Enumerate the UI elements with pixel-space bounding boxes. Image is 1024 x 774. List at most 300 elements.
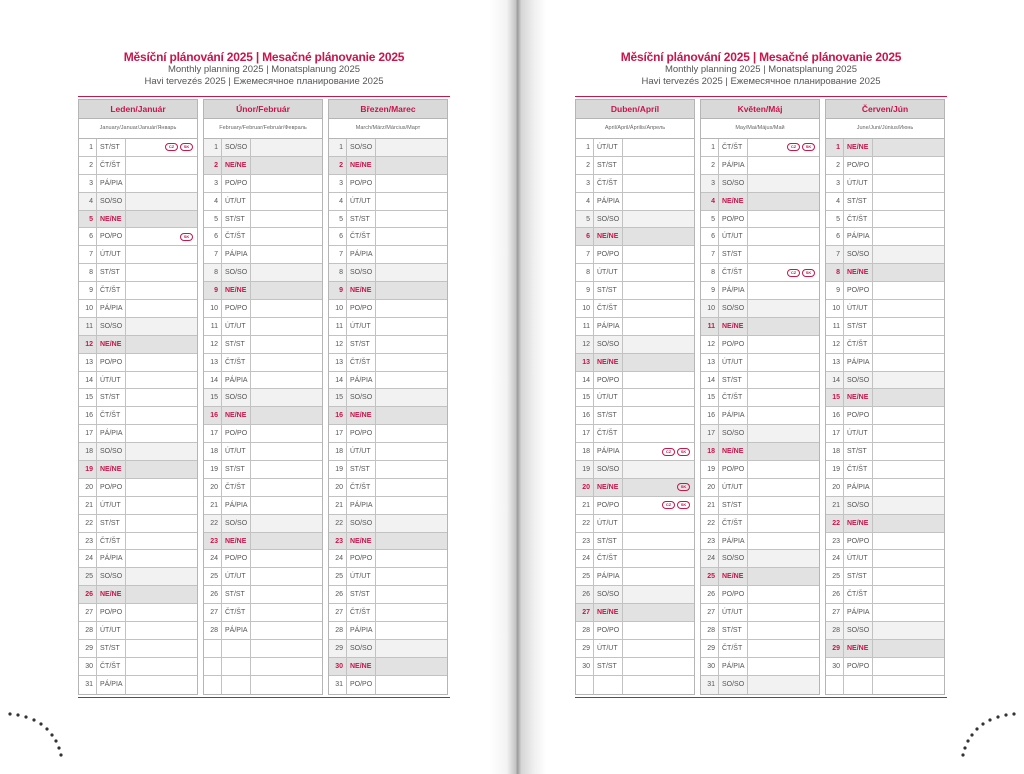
note-cell[interactable] bbox=[873, 228, 944, 245]
note-cell[interactable] bbox=[873, 497, 944, 514]
day-row[interactable] bbox=[79, 175, 197, 193]
note-cell[interactable] bbox=[873, 550, 944, 567]
day-row[interactable] bbox=[826, 139, 944, 157]
note-cell[interactable] bbox=[376, 264, 447, 281]
note-cell[interactable] bbox=[376, 175, 447, 192]
note-cell[interactable] bbox=[126, 264, 197, 281]
day-row[interactable] bbox=[79, 568, 197, 586]
day-row[interactable] bbox=[701, 533, 819, 551]
note-cell[interactable] bbox=[623, 282, 694, 299]
day-row[interactable] bbox=[329, 354, 447, 372]
day-row[interactable] bbox=[701, 228, 819, 246]
day-row[interactable] bbox=[79, 676, 197, 694]
day-row[interactable] bbox=[576, 550, 694, 568]
day-row[interactable] bbox=[79, 461, 197, 479]
note-cell[interactable] bbox=[748, 211, 819, 228]
note-cell[interactable] bbox=[748, 586, 819, 603]
day-row[interactable] bbox=[826, 443, 944, 461]
day-row[interactable] bbox=[79, 497, 197, 515]
day-row[interactable] bbox=[826, 246, 944, 264]
note-cell[interactable] bbox=[623, 461, 694, 478]
day-row[interactable] bbox=[329, 640, 447, 658]
note-cell[interactable] bbox=[376, 497, 447, 514]
note-cell[interactable] bbox=[126, 246, 197, 263]
day-row[interactable] bbox=[701, 407, 819, 425]
day-row[interactable] bbox=[204, 336, 322, 354]
day-row[interactable] bbox=[826, 533, 944, 551]
day-row[interactable] bbox=[204, 157, 322, 175]
note-cell[interactable] bbox=[126, 282, 197, 299]
day-row[interactable] bbox=[329, 676, 447, 694]
note-cell[interactable] bbox=[251, 407, 322, 424]
note-cell[interactable] bbox=[251, 211, 322, 228]
day-row[interactable] bbox=[204, 550, 322, 568]
note-cell[interactable] bbox=[873, 157, 944, 174]
note-cell[interactable] bbox=[748, 157, 819, 174]
day-row[interactable] bbox=[576, 461, 694, 479]
note-cell[interactable] bbox=[873, 568, 944, 585]
day-row[interactable] bbox=[826, 300, 944, 318]
day-row[interactable] bbox=[329, 211, 447, 229]
day-row[interactable] bbox=[79, 318, 197, 336]
day-row[interactable] bbox=[576, 425, 694, 443]
note-cell[interactable] bbox=[623, 676, 694, 694]
day-row[interactable] bbox=[204, 461, 322, 479]
day-row[interactable] bbox=[204, 586, 322, 604]
day-row[interactable] bbox=[204, 193, 322, 211]
note-cell[interactable] bbox=[873, 604, 944, 621]
note-cell[interactable] bbox=[623, 550, 694, 567]
day-row[interactable] bbox=[701, 264, 819, 282]
note-cell[interactable] bbox=[251, 157, 322, 174]
day-row[interactable] bbox=[576, 407, 694, 425]
day-row[interactable] bbox=[701, 425, 819, 443]
day-row[interactable] bbox=[79, 372, 197, 390]
note-cell[interactable] bbox=[623, 568, 694, 585]
day-row[interactable] bbox=[701, 211, 819, 229]
day-row[interactable] bbox=[701, 676, 819, 694]
note-cell[interactable] bbox=[126, 300, 197, 317]
note-cell[interactable] bbox=[873, 515, 944, 532]
note-cell[interactable] bbox=[376, 533, 447, 550]
day-row[interactable] bbox=[204, 676, 322, 694]
note-cell[interactable] bbox=[623, 425, 694, 442]
day-row[interactable] bbox=[329, 389, 447, 407]
day-row[interactable] bbox=[204, 300, 322, 318]
note-cell[interactable] bbox=[748, 550, 819, 567]
day-row[interactable] bbox=[329, 479, 447, 497]
note-cell[interactable] bbox=[251, 300, 322, 317]
day-row[interactable] bbox=[576, 640, 694, 658]
note-cell[interactable] bbox=[376, 658, 447, 675]
day-row[interactable] bbox=[329, 425, 447, 443]
note-cell[interactable] bbox=[623, 479, 694, 496]
day-row[interactable] bbox=[576, 354, 694, 372]
day-row[interactable] bbox=[826, 193, 944, 211]
note-cell[interactable] bbox=[251, 676, 322, 694]
note-cell[interactable] bbox=[873, 372, 944, 389]
note-cell[interactable] bbox=[623, 497, 694, 514]
day-row[interactable] bbox=[576, 246, 694, 264]
note-cell[interactable] bbox=[126, 479, 197, 496]
note-cell[interactable] bbox=[748, 228, 819, 245]
note-cell[interactable] bbox=[251, 497, 322, 514]
day-row[interactable] bbox=[79, 300, 197, 318]
day-row[interactable] bbox=[826, 354, 944, 372]
day-row[interactable] bbox=[701, 515, 819, 533]
note-cell[interactable] bbox=[251, 533, 322, 550]
note-cell[interactable] bbox=[376, 461, 447, 478]
day-row[interactable] bbox=[576, 586, 694, 604]
note-cell[interactable] bbox=[376, 193, 447, 210]
note-cell[interactable] bbox=[126, 676, 197, 694]
note-cell[interactable] bbox=[126, 622, 197, 639]
note-cell[interactable] bbox=[251, 461, 322, 478]
day-row[interactable] bbox=[204, 175, 322, 193]
note-cell[interactable] bbox=[873, 246, 944, 263]
note-cell[interactable] bbox=[251, 175, 322, 192]
day-row[interactable] bbox=[329, 336, 447, 354]
note-cell[interactable] bbox=[376, 425, 447, 442]
day-row[interactable] bbox=[701, 318, 819, 336]
day-row[interactable] bbox=[329, 264, 447, 282]
note-cell[interactable] bbox=[748, 676, 819, 694]
day-row[interactable] bbox=[79, 139, 197, 157]
note-cell[interactable] bbox=[251, 372, 322, 389]
note-cell[interactable] bbox=[748, 604, 819, 621]
note-cell[interactable] bbox=[873, 354, 944, 371]
day-row[interactable] bbox=[576, 604, 694, 622]
note-cell[interactable] bbox=[376, 157, 447, 174]
note-cell[interactable] bbox=[126, 336, 197, 353]
day-row[interactable] bbox=[79, 550, 197, 568]
note-cell[interactable] bbox=[251, 264, 322, 281]
note-cell[interactable] bbox=[251, 622, 322, 639]
note-cell[interactable] bbox=[623, 604, 694, 621]
note-cell[interactable] bbox=[126, 604, 197, 621]
note-cell[interactable] bbox=[873, 443, 944, 460]
note-cell[interactable] bbox=[623, 622, 694, 639]
note-cell[interactable] bbox=[623, 443, 694, 460]
day-row[interactable] bbox=[79, 282, 197, 300]
note-cell[interactable] bbox=[623, 407, 694, 424]
day-row[interactable] bbox=[701, 157, 819, 175]
day-row[interactable] bbox=[576, 515, 694, 533]
note-cell[interactable] bbox=[748, 515, 819, 532]
note-cell[interactable] bbox=[376, 443, 447, 460]
note-cell[interactable] bbox=[251, 550, 322, 567]
day-row[interactable] bbox=[79, 479, 197, 497]
note-cell[interactable] bbox=[126, 550, 197, 567]
day-row[interactable] bbox=[826, 497, 944, 515]
note-cell[interactable] bbox=[251, 228, 322, 245]
day-row[interactable] bbox=[826, 515, 944, 533]
day-row[interactable] bbox=[701, 640, 819, 658]
day-row[interactable] bbox=[329, 550, 447, 568]
note-cell[interactable] bbox=[376, 300, 447, 317]
day-row[interactable] bbox=[826, 622, 944, 640]
note-cell[interactable] bbox=[623, 354, 694, 371]
note-cell[interactable] bbox=[126, 461, 197, 478]
day-row[interactable] bbox=[826, 318, 944, 336]
day-row[interactable] bbox=[701, 479, 819, 497]
day-row[interactable] bbox=[204, 515, 322, 533]
day-row[interactable] bbox=[576, 479, 694, 497]
day-row[interactable] bbox=[576, 497, 694, 515]
note-cell[interactable] bbox=[748, 175, 819, 192]
day-row[interactable] bbox=[576, 568, 694, 586]
note-cell[interactable] bbox=[251, 443, 322, 460]
day-row[interactable] bbox=[701, 193, 819, 211]
day-row[interactable] bbox=[204, 264, 322, 282]
day-row[interactable] bbox=[204, 479, 322, 497]
note-cell[interactable] bbox=[126, 586, 197, 603]
day-row[interactable] bbox=[79, 389, 197, 407]
day-row[interactable] bbox=[79, 622, 197, 640]
note-cell[interactable] bbox=[126, 372, 197, 389]
note-cell[interactable] bbox=[126, 407, 197, 424]
day-row[interactable] bbox=[79, 354, 197, 372]
note-cell[interactable] bbox=[126, 658, 197, 675]
day-row[interactable] bbox=[576, 336, 694, 354]
day-row[interactable] bbox=[576, 139, 694, 157]
note-cell[interactable] bbox=[623, 175, 694, 192]
day-row[interactable] bbox=[576, 658, 694, 676]
day-row[interactable] bbox=[79, 425, 197, 443]
note-cell[interactable] bbox=[748, 533, 819, 550]
note-cell[interactable] bbox=[623, 533, 694, 550]
note-cell[interactable] bbox=[623, 246, 694, 263]
day-row[interactable] bbox=[79, 604, 197, 622]
day-row[interactable] bbox=[204, 389, 322, 407]
day-row[interactable] bbox=[701, 175, 819, 193]
note-cell[interactable] bbox=[376, 389, 447, 406]
note-cell[interactable] bbox=[623, 372, 694, 389]
note-cell[interactable] bbox=[748, 389, 819, 406]
day-row[interactable] bbox=[79, 658, 197, 676]
note-cell[interactable] bbox=[126, 389, 197, 406]
day-row[interactable] bbox=[79, 264, 197, 282]
note-cell[interactable] bbox=[376, 550, 447, 567]
note-cell[interactable] bbox=[251, 568, 322, 585]
day-row[interactable] bbox=[576, 193, 694, 211]
day-row[interactable] bbox=[79, 157, 197, 175]
note-cell[interactable] bbox=[873, 622, 944, 639]
day-row[interactable] bbox=[79, 533, 197, 551]
note-cell[interactable] bbox=[873, 640, 944, 657]
day-row[interactable] bbox=[329, 658, 447, 676]
day-row[interactable] bbox=[576, 318, 694, 336]
day-row[interactable] bbox=[576, 533, 694, 551]
note-cell[interactable] bbox=[873, 318, 944, 335]
note-cell[interactable] bbox=[251, 246, 322, 263]
note-cell[interactable] bbox=[251, 515, 322, 532]
note-cell[interactable] bbox=[126, 568, 197, 585]
note-cell[interactable] bbox=[126, 497, 197, 514]
day-row[interactable] bbox=[79, 211, 197, 229]
note-cell[interactable] bbox=[748, 318, 819, 335]
day-row[interactable] bbox=[79, 407, 197, 425]
day-row[interactable] bbox=[329, 443, 447, 461]
day-row[interactable] bbox=[204, 640, 322, 658]
note-cell[interactable] bbox=[623, 336, 694, 353]
note-cell[interactable] bbox=[873, 425, 944, 442]
note-cell[interactable] bbox=[251, 658, 322, 675]
day-row[interactable] bbox=[701, 622, 819, 640]
day-row[interactable] bbox=[79, 246, 197, 264]
note-cell[interactable] bbox=[623, 157, 694, 174]
note-cell[interactable] bbox=[376, 407, 447, 424]
day-row[interactable] bbox=[701, 300, 819, 318]
note-cell[interactable] bbox=[126, 354, 197, 371]
day-row[interactable] bbox=[576, 282, 694, 300]
note-cell[interactable] bbox=[623, 389, 694, 406]
note-cell[interactable] bbox=[748, 425, 819, 442]
day-row[interactable] bbox=[826, 676, 944, 694]
day-row[interactable] bbox=[701, 246, 819, 264]
day-row[interactable] bbox=[329, 157, 447, 175]
note-cell[interactable] bbox=[376, 640, 447, 657]
note-cell[interactable] bbox=[251, 336, 322, 353]
note-cell[interactable] bbox=[623, 228, 694, 245]
note-cell[interactable] bbox=[748, 139, 819, 156]
day-row[interactable] bbox=[826, 479, 944, 497]
day-row[interactable] bbox=[576, 157, 694, 175]
day-row[interactable] bbox=[204, 533, 322, 551]
note-cell[interactable] bbox=[748, 479, 819, 496]
day-row[interactable] bbox=[576, 389, 694, 407]
day-row[interactable] bbox=[701, 461, 819, 479]
day-row[interactable] bbox=[329, 372, 447, 390]
day-row[interactable] bbox=[204, 354, 322, 372]
day-row[interactable] bbox=[79, 336, 197, 354]
note-cell[interactable] bbox=[873, 658, 944, 675]
day-row[interactable] bbox=[826, 282, 944, 300]
day-row[interactable] bbox=[576, 372, 694, 390]
day-row[interactable] bbox=[826, 372, 944, 390]
day-row[interactable] bbox=[204, 497, 322, 515]
note-cell[interactable] bbox=[126, 515, 197, 532]
note-cell[interactable] bbox=[748, 640, 819, 657]
note-cell[interactable] bbox=[376, 515, 447, 532]
day-row[interactable] bbox=[826, 264, 944, 282]
day-row[interactable] bbox=[826, 407, 944, 425]
note-cell[interactable] bbox=[251, 318, 322, 335]
day-row[interactable] bbox=[701, 282, 819, 300]
day-row[interactable] bbox=[204, 407, 322, 425]
day-row[interactable] bbox=[204, 443, 322, 461]
day-row[interactable] bbox=[204, 228, 322, 246]
note-cell[interactable] bbox=[376, 604, 447, 621]
note-cell[interactable] bbox=[873, 479, 944, 496]
note-cell[interactable] bbox=[376, 568, 447, 585]
day-row[interactable] bbox=[701, 604, 819, 622]
note-cell[interactable] bbox=[376, 246, 447, 263]
note-cell[interactable] bbox=[251, 479, 322, 496]
note-cell[interactable] bbox=[873, 300, 944, 317]
day-row[interactable] bbox=[701, 389, 819, 407]
note-cell[interactable] bbox=[748, 622, 819, 639]
note-cell[interactable] bbox=[748, 336, 819, 353]
day-row[interactable] bbox=[329, 461, 447, 479]
day-row[interactable] bbox=[701, 586, 819, 604]
note-cell[interactable] bbox=[873, 193, 944, 210]
note-cell[interactable] bbox=[251, 282, 322, 299]
note-cell[interactable] bbox=[623, 264, 694, 281]
day-row[interactable] bbox=[576, 300, 694, 318]
note-cell[interactable] bbox=[623, 318, 694, 335]
day-row[interactable] bbox=[826, 336, 944, 354]
note-cell[interactable] bbox=[873, 336, 944, 353]
note-cell[interactable] bbox=[748, 282, 819, 299]
day-row[interactable] bbox=[79, 515, 197, 533]
day-row[interactable] bbox=[701, 354, 819, 372]
day-row[interactable] bbox=[826, 586, 944, 604]
day-row[interactable] bbox=[826, 461, 944, 479]
note-cell[interactable] bbox=[873, 175, 944, 192]
note-cell[interactable] bbox=[873, 407, 944, 424]
note-cell[interactable] bbox=[376, 139, 447, 156]
note-cell[interactable] bbox=[748, 354, 819, 371]
note-cell[interactable] bbox=[251, 389, 322, 406]
note-cell[interactable] bbox=[748, 658, 819, 675]
note-cell[interactable] bbox=[126, 318, 197, 335]
day-row[interactable] bbox=[826, 550, 944, 568]
note-cell[interactable] bbox=[748, 193, 819, 210]
note-cell[interactable] bbox=[251, 139, 322, 156]
day-row[interactable] bbox=[329, 175, 447, 193]
note-cell[interactable] bbox=[623, 640, 694, 657]
day-row[interactable] bbox=[204, 622, 322, 640]
note-cell[interactable] bbox=[126, 175, 197, 192]
day-row[interactable] bbox=[79, 193, 197, 211]
day-row[interactable] bbox=[329, 533, 447, 551]
note-cell[interactable] bbox=[126, 425, 197, 442]
day-row[interactable] bbox=[576, 264, 694, 282]
day-row[interactable] bbox=[329, 282, 447, 300]
note-cell[interactable] bbox=[376, 282, 447, 299]
note-cell[interactable] bbox=[251, 354, 322, 371]
note-cell[interactable] bbox=[623, 139, 694, 156]
note-cell[interactable] bbox=[251, 586, 322, 603]
note-cell[interactable] bbox=[376, 372, 447, 389]
note-cell[interactable] bbox=[376, 211, 447, 228]
note-cell[interactable] bbox=[623, 515, 694, 532]
day-row[interactable] bbox=[576, 622, 694, 640]
day-row[interactable] bbox=[826, 604, 944, 622]
day-row[interactable] bbox=[826, 658, 944, 676]
note-cell[interactable] bbox=[376, 228, 447, 245]
note-cell[interactable] bbox=[873, 389, 944, 406]
day-row[interactable] bbox=[204, 211, 322, 229]
day-row[interactable] bbox=[826, 425, 944, 443]
day-row[interactable] bbox=[826, 175, 944, 193]
day-row[interactable] bbox=[826, 157, 944, 175]
note-cell[interactable] bbox=[748, 443, 819, 460]
day-row[interactable] bbox=[701, 372, 819, 390]
note-cell[interactable] bbox=[748, 264, 819, 281]
day-row[interactable] bbox=[79, 640, 197, 658]
day-row[interactable] bbox=[576, 211, 694, 229]
note-cell[interactable] bbox=[623, 586, 694, 603]
note-cell[interactable] bbox=[376, 318, 447, 335]
note-cell[interactable] bbox=[623, 193, 694, 210]
note-cell[interactable] bbox=[623, 211, 694, 228]
note-cell[interactable] bbox=[748, 300, 819, 317]
note-cell[interactable] bbox=[748, 497, 819, 514]
note-cell[interactable] bbox=[623, 300, 694, 317]
note-cell[interactable] bbox=[623, 658, 694, 675]
